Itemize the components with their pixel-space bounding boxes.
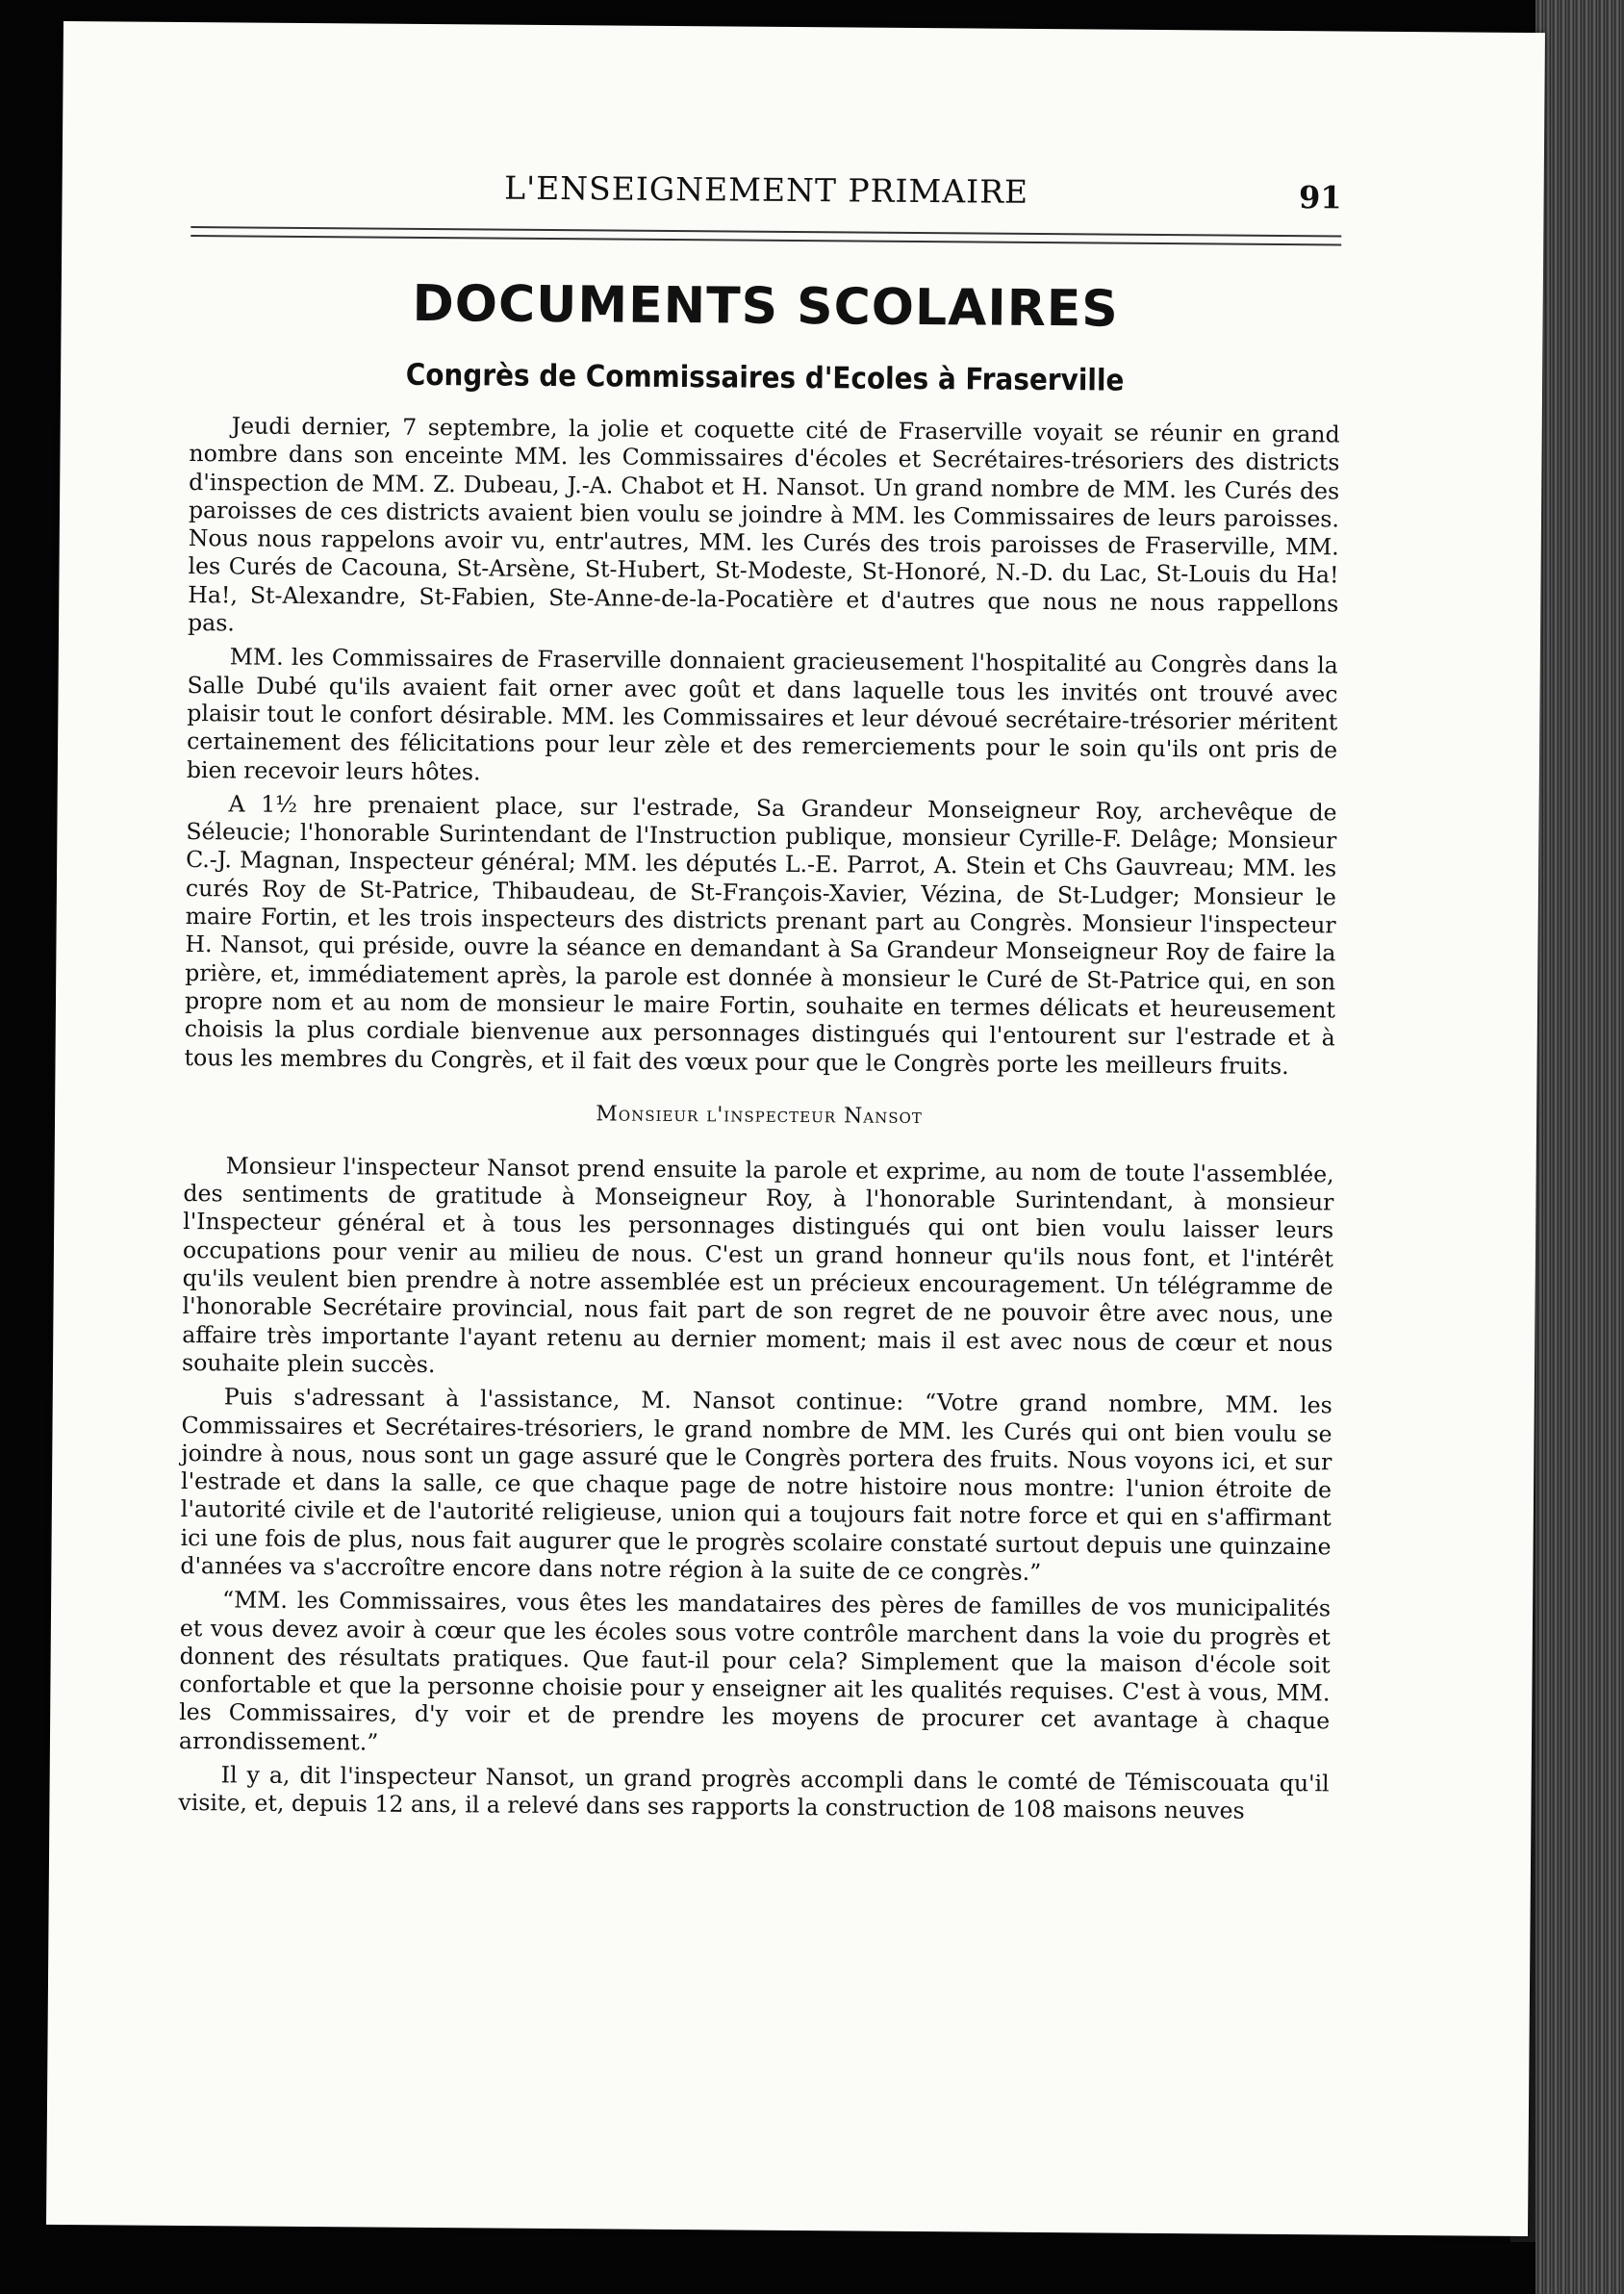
header-double-rule <box>190 226 1341 245</box>
page-number: 91 <box>1298 179 1342 217</box>
section-heading: Monsieur l'inspecteur Nansot <box>596 1102 923 1129</box>
paragraph: “MM. les Commissaires, vous êtes les mandataires des pères de familles de vos municipalités et vous devez avoir à cœur que les écoles sous votre contrôle marchent dans la voie du progrès et donnent des résultats pratiques. Que faut-il pour cela? Simplement que la maison d'école soit confortable et que la personne choisie pour y enseigner ait les qualités requises. C'est à vous, MM. les Commissaires, d'y voir et de prendre les moyens de procurer cet avantage à chaque arrondissement.” <box>178 1586 1332 1756</box>
running-header <box>190 166 1341 227</box>
paragraph: Puis s'adressant à l'assistance, M. Nansot continue: “Votre grand nombre, MM. les Commissaires et Secrétaires-trésoriers, le grand nombre de MM. les Curés qui ont bien voulu se joindre à nous, nous sont un gage assuré que le Congrès portera des fruits. Nous voyons ici, et sur l'estrade et dans la salle, ce que chaque page de notre histoire nous montre: l'union étroite de l'autorité civile et de l'autorité religieuse, union qui a toujours fait notre force et qui en s'affirmant ici une fois de plus, nous fait augurer que le progrès scolaire constaté surtout depuis une quinzaine d'années va s'accroître encore dans notre région à la suite de ce congrès.” <box>180 1383 1332 1587</box>
book-page-edges <box>1535 0 1624 2294</box>
page-content <box>178 166 1341 1832</box>
article-title: DOCUMENTS SCOLAIRES <box>412 274 1119 339</box>
paragraph: Monsieur l'inspecteur Nansot prend ensuite la parole et exprime, au nom de toute l'assemblée, des sentiments de gratitude à Monseigneur Roy, à l'honorable Surintendant, à monsieur l'Inspecteur général et à tous les personnages distingués qui ont bien voulu laisser leurs occupations pour venir au milieu de nous. C'est un grand honneur qu'ils nous font, et l'intérêt qu'ils veulent bien prendre à notre assemblée est un précieux encouragement. Un télégramme de l'honorable Secrétaire provincial, nous fait part de son regret de ne pouvoir être avec nous, une affaire très importante l'ayant retenu au dernier moment; mais il est avec nous de cœur et nous souhaite plein succès. <box>181 1152 1334 1378</box>
paragraph: A 1½ hre prenaient place, sur l'estrade, Sa Grandeur Monseigneur Roy, archevêque de Séleucie; l'honorable Surintendant de l'Instruction publique, monsieur Cyrille-F. Delâge; Monsieur C.-J. Magnan, Inspecteur général; MM. les députés L.-E. Parrot, A. Stein et Chs Gauvreau; MM. les curés Roy de St-Patrice, Thibaudeau, de St-François-Xavier, Vézina, de St-Ludger; Monsieur le maire Fortin, et les trois inspecteurs des districts prenant part au Congrès. Monsieur l'inspecteur H. Nansot, qui préside, ouvre la séance en demandant à Sa Grandeur Monseigneur Roy de faire la prière, et, immédiatement après, la parole est donnée à monsieur le Curé de St-Patrice qui, en son propre nom et au nom de monsieur le maire Fortin, souhaite en termes délicats et heureusement choisis la plus cordiale bienvenue aux personnages distingués qui l'entourent sur l'estrade et à tous les membres du Congrès, et il fait des vœux pour que le Congrès porte les meilleurs fruits. <box>184 790 1337 1080</box>
article-subtitle: Congrès de Commissaires d'Ecoles à Fraserville <box>405 357 1125 398</box>
paragraph: Il y a, dit l'inspecteur Nansot, un grand progrès accompli dans le comté de Témiscouata qu'il visite, et, depuis 12 ans, il a relevé dans ses rapports la construction de 108 maisons neuves <box>178 1761 1330 1825</box>
running-title: L'ENSEIGNEMENT PRIMAIRE <box>504 168 1029 211</box>
paragraph: Jeudi dernier, 7 septembre, la jolie et coquette cité de Fraserville voyait se réunir en grand nombre dans son enceinte MM. les Commissaires d'écoles et Secrétaires-trésoriers des districts d'inspection de MM. Z. Dubeau, J.-A. Chabot et H. Nansot. Un grand nombre de MM. les Curés des paroisses de ces districts avaient bien voulu se joindre à MM. les Commissaires de leurs paroisses. Nous nous rappelons avoir vu, entr'autres, MM. les Curés des trois paroisses de Fraserville, MM. les Curés de Cacouna, St-Arsène, St-Hubert, St-Modeste, St-Honoré, N.-D. du Lac, St-Louis du Ha! Ha!, St-Alexandre, St-Fabien, Ste-Anne-de-la-Pocatière et d'autres que nous ne nous rappellons pas. <box>187 412 1340 637</box>
paragraph: MM. les Commissaires de Fraserville donnaient gracieusement l'hospitalité au Congrès dans la Salle Dubé qu'ils avaient fait orner avec goût et dans laquelle tous les invités ont trouvé avec plaisir tout le confort désirable. MM. les Commissaires et leur dévoué secrétaire-trésorier méritent certainement des félicitations pour leur zèle et des remerciements pour le soin qu'ils ont pris de bien recevoir leurs hôtes. <box>186 643 1338 785</box>
book-page <box>46 21 1545 2236</box>
